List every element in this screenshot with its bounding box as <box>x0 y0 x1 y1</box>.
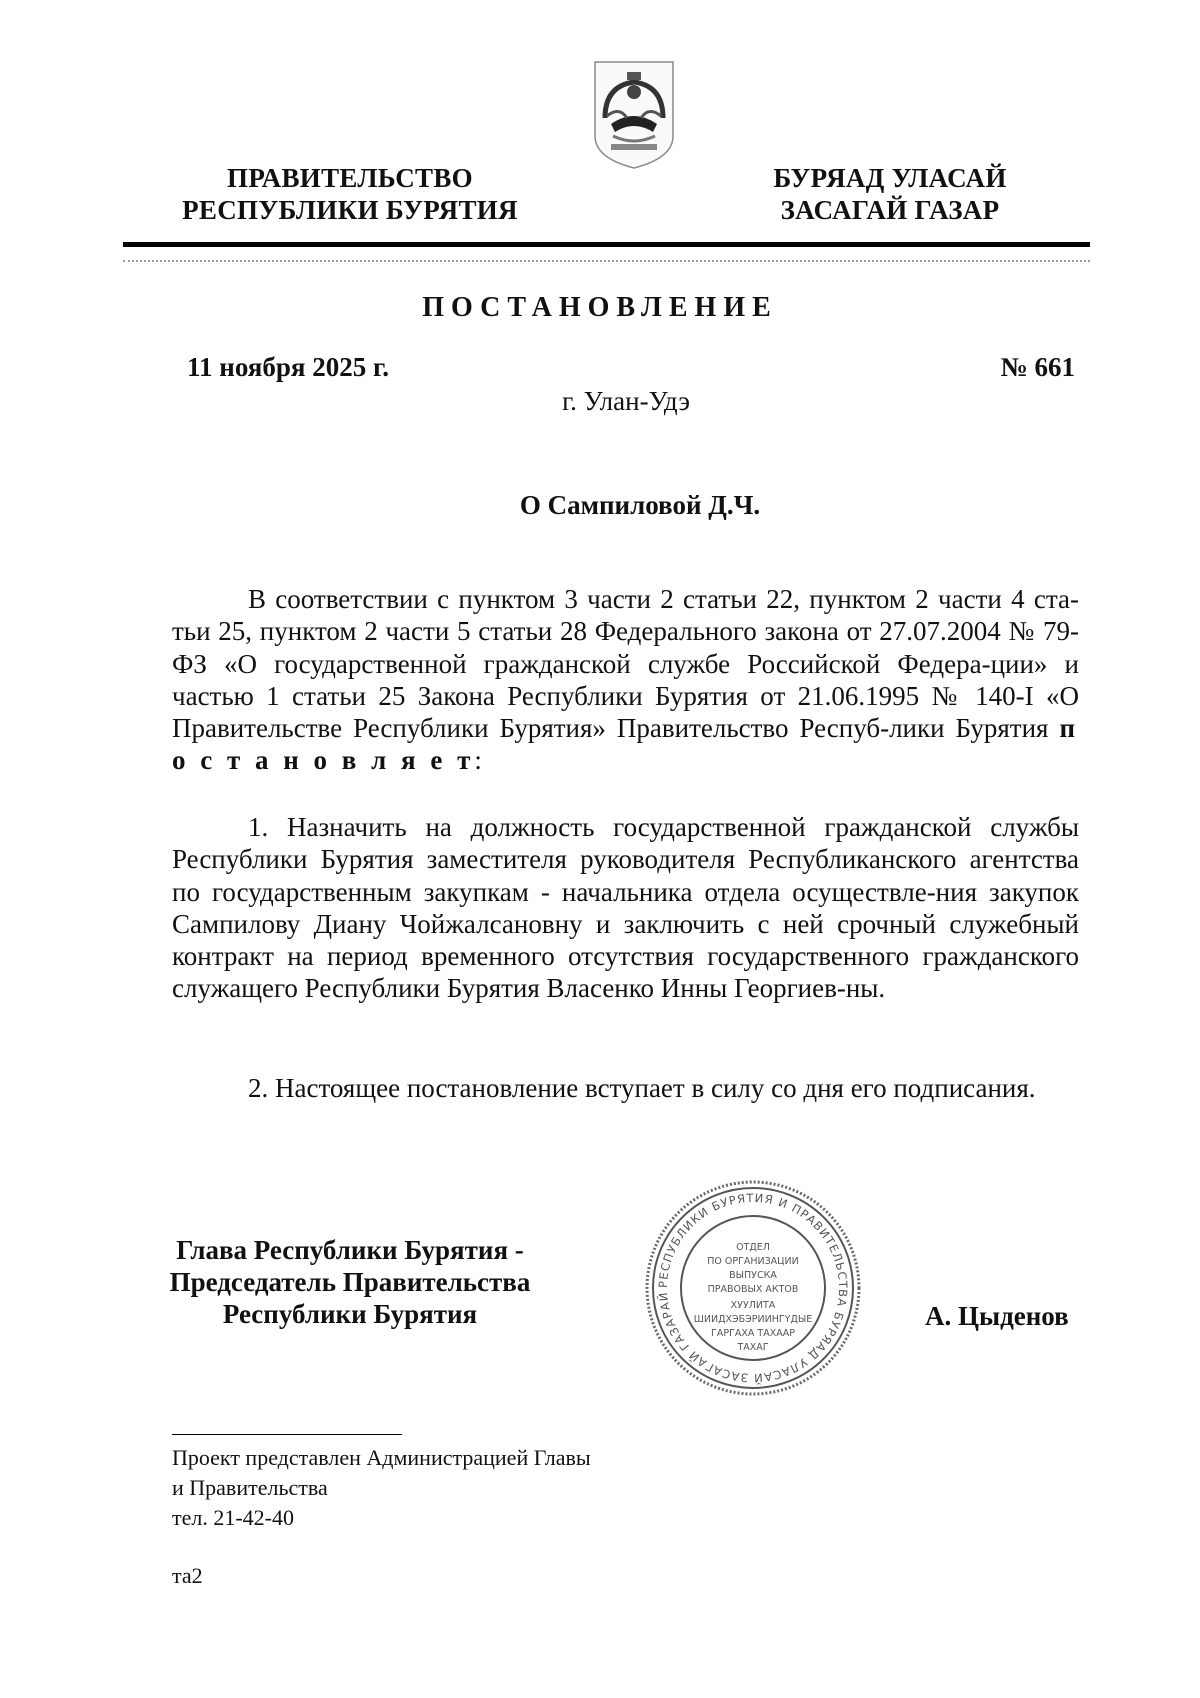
item-2-paragraph <box>172 1072 1079 1104</box>
org-name-russian <box>160 162 540 226</box>
footer-code: та2 <box>172 1563 203 1588</box>
seal-line6: ШИИДХЭБЭРИИНГҮДЫЕ <box>693 1314 813 1325</box>
document-number: № 661 <box>1000 352 1075 382</box>
item-1-text: 1. Назначить на должность государственной гражданской службы Республики Бурятия заместителя руководителя Республиканского агентства по государственным закупкам - начальника отдела осуществле-ния закупок Сампилову Диану Чойжалсановну и заключить с ней срочный служебный контракт на период временного отсутствия государственного гражданского служащего Республики Бурятия Власенко Инны Георгиев-ны. <box>172 812 1079 1004</box>
footer-phone: тел. 21-42-40 <box>172 1505 295 1530</box>
footer-line2: и Правительства <box>172 1475 328 1500</box>
signatory-name: А. Цыденов <box>925 1301 1069 1331</box>
seal-line7: ГАРГАХА ТАХААР <box>711 1328 795 1339</box>
item-2-text: 2. Настоящее постановление вступает в силу со дня его подписания. <box>248 1073 1036 1103</box>
official-seal-icon <box>643 1178 863 1398</box>
org-name-russian-line1: ПРАВИТЕЛЬСТВО <box>227 163 473 193</box>
signatory-title-line1: Глава Республики Бурятия - <box>176 1235 524 1265</box>
seal-outer-text: РЕСПУБЛИКИ БУРЯТИЯ И ПРАВИТЕЛЬСТВА БУРЯАД УЛАСАЙ ЗАСАГАЙ ГАЗАРАЙ <box>655 1190 851 1386</box>
document-date: 11 ноября 2025 г. <box>187 352 389 382</box>
document-subject: О Сампиловой Д.Ч. <box>519 490 761 520</box>
seal-line8: ТАХАГ <box>737 1342 769 1353</box>
signatory-title <box>150 1234 550 1330</box>
seal-line3: ВЫПУСКА <box>729 1270 777 1281</box>
resolves-colon: : <box>474 745 482 776</box>
document-city: г. Улан-Удэ <box>562 386 690 416</box>
signatory-title-line3: Республики Бурятия <box>222 1299 478 1329</box>
document-type: ПОСТАНОВЛЕНИЕ <box>422 292 778 323</box>
header-divider-thick <box>123 242 1090 247</box>
seal-line4: ПРАВОВЫХ АКТОВ <box>707 1284 799 1295</box>
seal-line1: ОТДЕЛ <box>736 1242 770 1253</box>
org-name-buryat-line1: БУРЯАД УЛАСАЙ <box>773 163 1007 193</box>
preamble-paragraph <box>172 583 1079 777</box>
signatory-title-line2: Председатель Правительства <box>169 1267 531 1297</box>
footer-note <box>172 1443 591 1533</box>
org-name-buryat-line2: ЗАСАГАЙ ГАЗАР <box>780 195 1000 225</box>
seal-line5: ХУУЛИТА <box>730 1300 776 1311</box>
coat-of-arms-icon <box>591 58 677 170</box>
header-divider-dotted <box>123 260 1090 262</box>
seal-line2: ПО ОРГАНИЗАЦИИ <box>707 1256 799 1267</box>
org-name-russian-line2: РЕСПУБЛИКИ БУРЯТИЯ <box>182 195 518 225</box>
footer-line1: Проект представлен Администрацией Главы <box>172 1445 591 1470</box>
item-1-paragraph <box>172 811 1079 1005</box>
org-name-buryat <box>740 162 1040 226</box>
footer-divider <box>172 1434 402 1435</box>
resolves-word: п о с т а н о в л я е т <box>172 713 1080 776</box>
preamble-text: В соответствии с пунктом 3 части 2 статьи 22, пунктом 2 части 4 ста-тьи 25, пунктом 2 части 5 статьи 28 Федерального закона от 27.07.2004 № 79-ФЗ «О государственной гражданской службе Российской Федера-ции» и частью 1 статьи 25 Закона Республики Бурятия от 21.06.1995 № 140-I «О Правительстве Республики Бурятия» Правительство Респуб-лики Бурятия <box>172 584 1079 744</box>
